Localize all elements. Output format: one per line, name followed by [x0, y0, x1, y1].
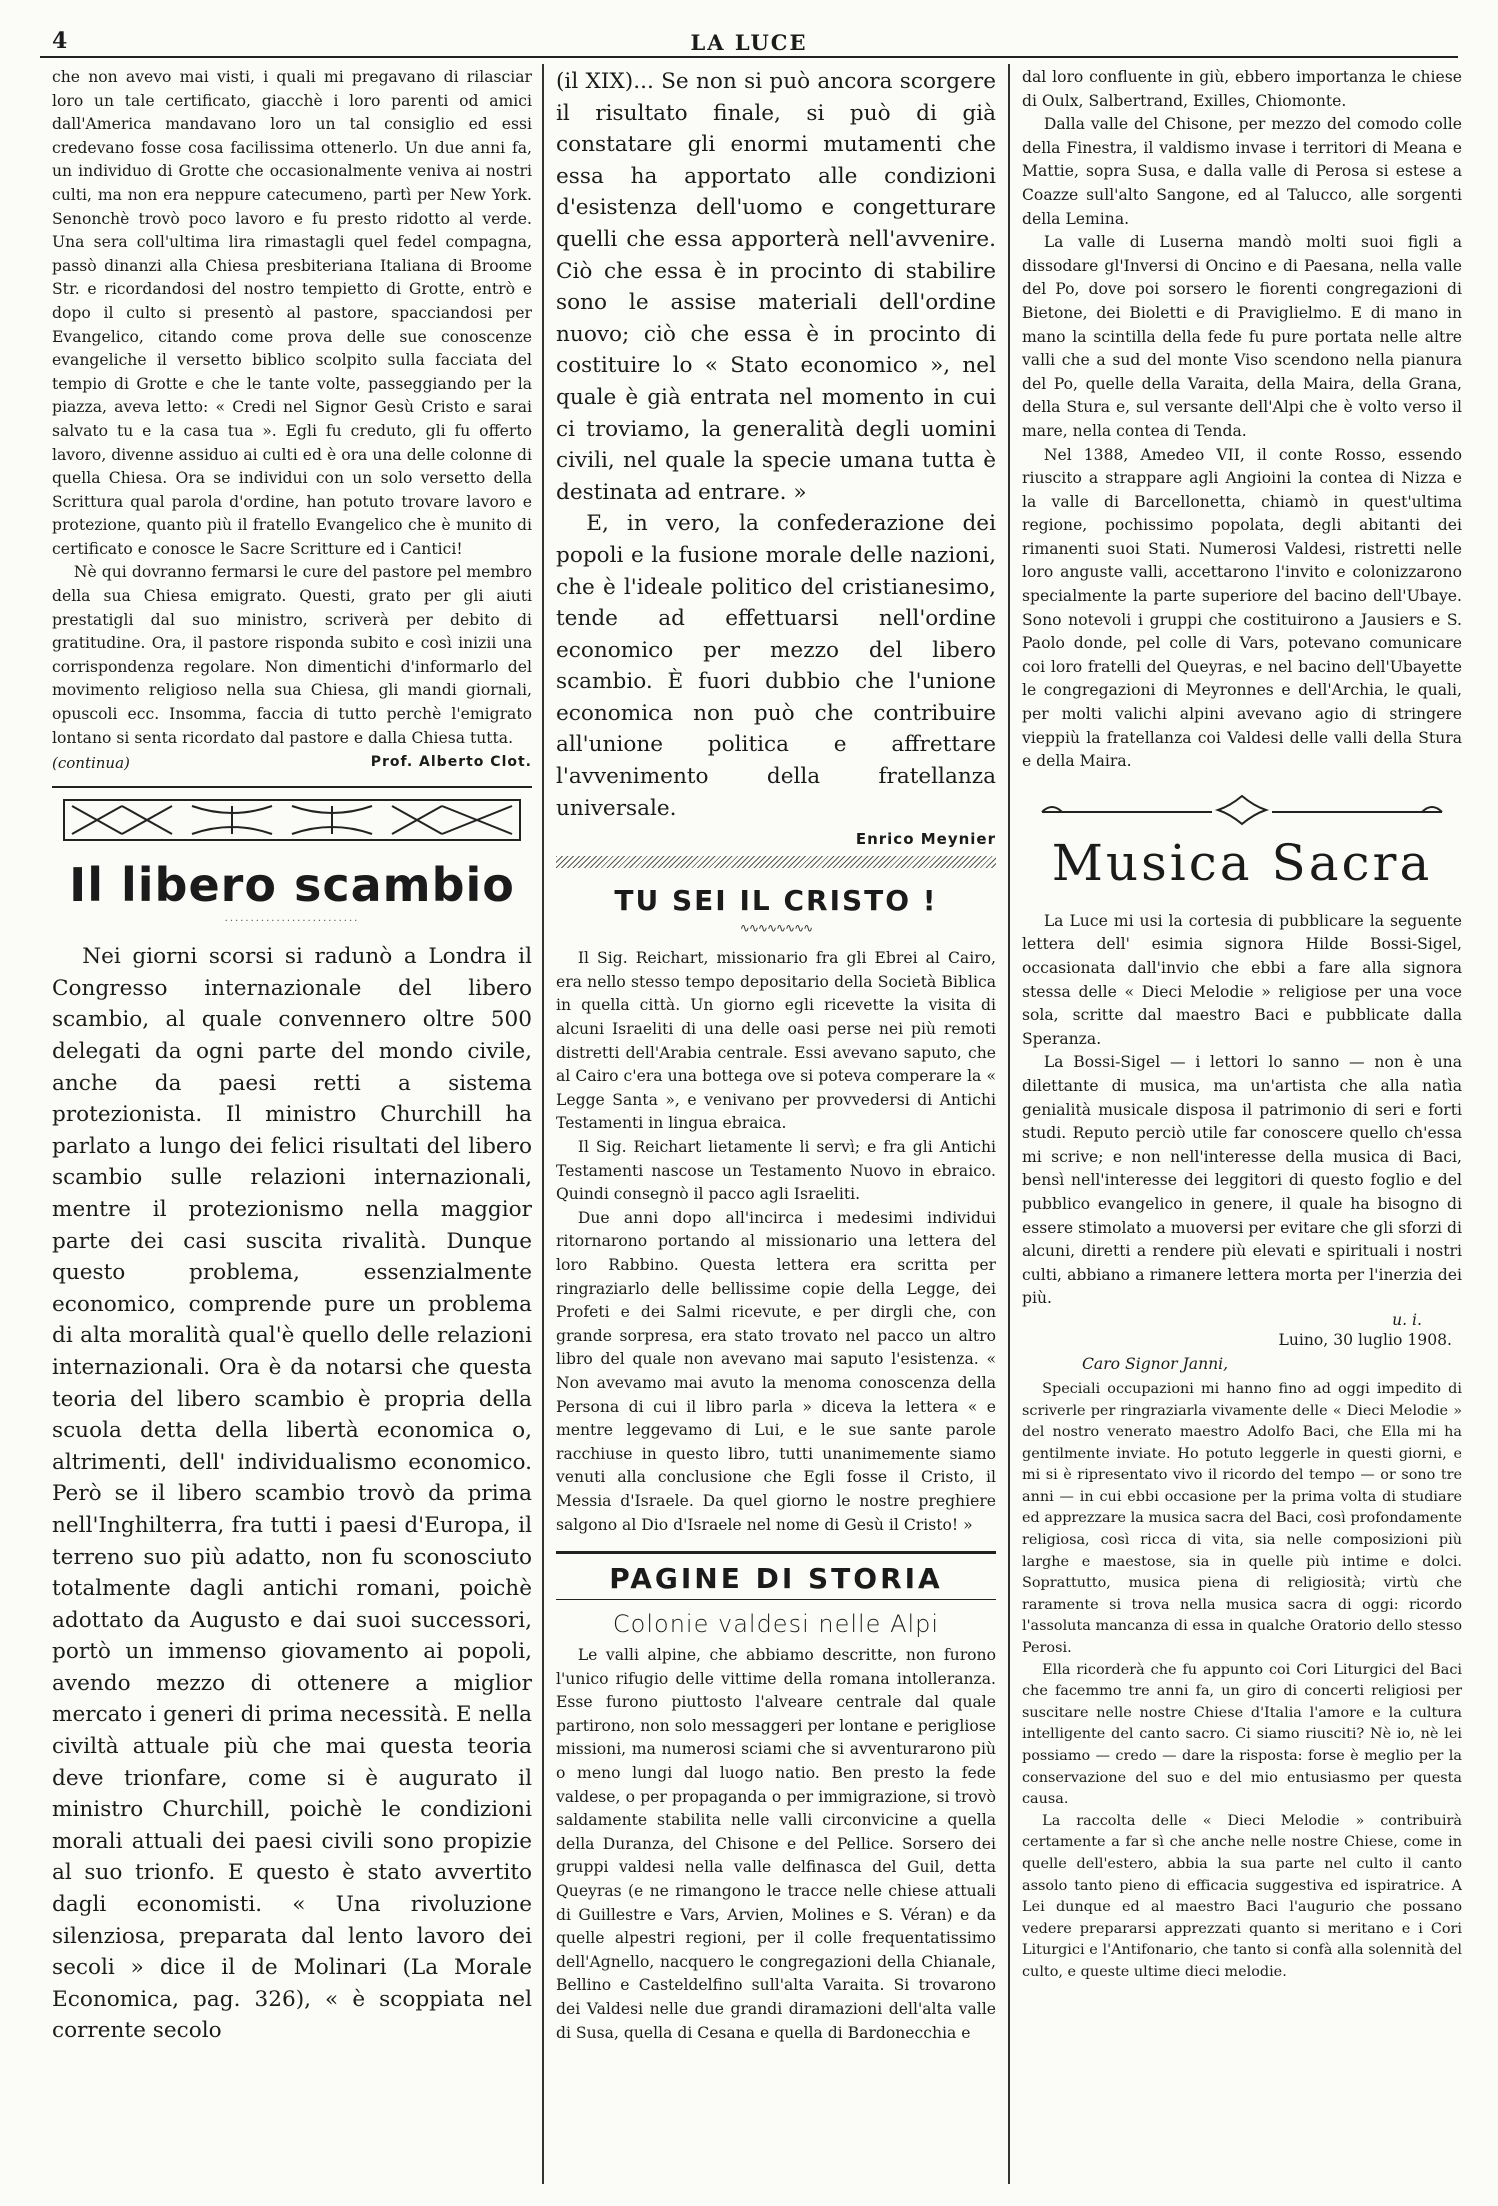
column-1: [52, 66, 532, 2186]
paragraph: La Luce mi usi la cortesia di pubblicare la seguente lettera dell' esimia signora Hilde Bossi-Sigel, occasionata dall'invio che ebbi a fare alla signora stessa delle « Dieci Melodie » religiose per una voce sola, scritte dal maestro Baci e pubblicate dalla Speranza.: [1022, 911, 1462, 1048]
dotted-separator: ··························: [224, 916, 360, 928]
paragraph: Speciali occupazioni mi hanno fino ad oggi impedito di scriverle per ringraziarla vivamente delle « Dieci Melodie » del nostro venerato maestro Adolfo Baci, che Ella mi ha gentilmente inviate. Ho potuto leggerle in questi giorni, e mi si è ripresentato vivo il ricordo del tempo — or sono tre anni — in cui ebbi occasione per la prima volta di studiare ed apprezzare la musica sacra del Baci, così profondamente religiosa, così ricca di vita, sia nelle composizioni più larghe e maestose, sia in quelle più intime e dolci. Soprattutto, musica piena di religiosità; virtù che raramente si trova nella musica sacra di oggi: ricordo l'assoluta mancanza di essa in qualche Oratorio dello stesso Perosi.: [1022, 1380, 1462, 1657]
paragraph: La raccolta delle « Dieci Melodie » contribuirà certamente a far sì che anche nelle nostre Chiese, come in quelle dell'estero, abbia la sua parte nel culto il canto assolo tanto pieno di efficacia suggestiva ed ispiratrice. A Lei dunque ed al maestro Baci l'augurio che possano vedere prepararsi apprezzati quanto si meritano e i Cori Liturgici e l'Antifonario, che tanto si confà alla solennità del culto, e queste ultime dieci melodie.: [1022, 1812, 1462, 1980]
column-rule: [542, 64, 544, 2184]
section-title: Il libero scambio: [69, 858, 515, 913]
column-rule: [1008, 64, 1010, 2184]
column-3: [1022, 66, 1462, 2186]
paragraph: Dalla valle del Chisone, per mezzo del comodo colle della Finestra, il valdismo invase i territori di Meana e Mattie, sopra Susa, e dalla valle di Perosa si estese a Coazze sull'alto Sangone, ed al Talucco, alle sorgenti della Lemina.: [1022, 115, 1462, 228]
paragraph: (il XIX)... Se non si può ancora scorgere il risultato finale, si può di già constatare gli enormi mutamenti che essa ha apportato alle condizioni d'esistenza dell'uomo e congetturare quelli che essa apporterà nell'avvenire. Ciò che essa è in procinto di stabilire sono le assise materiali dell'ordine nuovo; ciò che essa è in procinto di costituire lo « Stato economico », nel quale è già entrata nel momento in cui ci troviamo, la generalità degli uomini civili, nel quale la specie umana tutta è destinata ad entrare. »: [556, 69, 996, 505]
paragraph: Nel 1388, Amedeo VII, il conte Rosso, essendo riuscito a strappare agli Angioini la contea di Nizza e la valle di Barcellonetta, chiamò in quest'ultima regione, pochissimo popolata, degli abitanti dei rimanenti suoi Stati. Numerosi Valdesi, ristretti nelle loro anguste valli, accettarono l'invito e colonizzarono specialmente la parte superiore del bacino dell'Ubaye. Sono notevoli i gruppi che costituirono a Jausiers e S. Paolo donde, pel colle di Vars, potevano comunicare coi loro fratelli del Queyras, e nel bacino dell'Ubayette le congregazioni di Meyronnes e dell'Archia, le quali, per molti valichi alpini avevano agio di stringere vieppiù la fratellanza coi Valdesi delle valli della Stura e della Maira.: [1022, 445, 1462, 771]
paragraph: Le valli alpine, che abbiamo descritte, non furono l'unico rifugio delle vittime della romana intolleranza. Esse furono piuttosto l'alveare centrale dal quale partirono, non solo messaggeri per lontane e perigliose missioni, ma numerosi sciami che si avventurarono più o meno lungi dal luogo natio. Ben presto la fede valdese, o per propaganda o per immigrazione, si trovò saldamente stabilita nelle valli circonvicine a quella della Duranza, del Chisone e del Pellice. Sorsero dei gruppi valdesi nella valle delfinasca del Guil, detta Queyras (e ne rimangono le tracce nelle chiese attuali di Guillestre e Vars, Arvien, Molines e S. Véran) e da quelle alpestri regioni, per il colle frequentatissimo dell'Agnello, nacquero le congregazioni della Chianale, Bellino e Casteldelfino sull'alta Varaita. Si trovarono dei Valdesi nelle due grandi diramazioni dell'alta valle di Susa, quella di Cesana e quella di Bardonecchia e: [556, 1646, 996, 2042]
paragraph: che non avevo mai visti, i quali mi pregavano di rilasciar loro un tale certificato, giacchè i loro parenti od amici dall'America mandavano loro un tal consiglio ed essi credevano fosse cosa facilissima ottenerlo. Un due anni fa, un individuo di Grotte che occasionalmente veniva ai nostri culti, ma non era neppure catecumeno, partì per New York. Senonchè trovò poco lavoro e fu presto ridotto al verde. Una sera coll'ultima lira rimastagli quel fedel compagna, passò dinanzi alla Chiesa presbiteriana Italiana di Broome Str. e ricordandosi del nostro tempietto di Grotte, entrò e dopo il culto si presentò al pastore, spacciandosi per Evangelico, citando come prova delle sue conoscenze evangeliche il versetto biblico scolpito sulla facciata del tempio di Grotte e che le tante volte, passeggiando per la piazza, aveva letto: « Credi nel Signor Gesù Cristo e sarai salvato tu e la casa tua ». Egli fu creduto, gli fu offerto lavoro, divenne assiduo ai culti ed è ora una delle colonne di quella Chiesa. Ora se individui con un solo versetto della Scrittura qual parola d'ordine, han potuto trovare lavoro e protezione, quanto più il fratello Evangelico che è munito di certificato e conosce le Sacre Scritture ed i Cantici!: [52, 68, 532, 558]
paragraph: Il Sig. Reichart, missionario fra gli Ebrei al Cairo, era nello stesso tempo depositario della Società Biblica in quella città. Un giorno egli ricevette la visita di alcuni Israeliti di una delle oasi perse nei più remoti distretti dell'Arabia centrale. Essi avevano saputo, che al Cairo c'era una bottega ove si poteva comperare la « Legge Santa », e venivano per provvedersi di Antichi Testamenti in lingua ebraica.: [556, 949, 996, 1133]
paragraph: Nei giorni scorsi si radunò a Londra il Congresso internazionale del libero scambio, al quale convennero oltre 500 delegati da ogni parte del mondo civile, anche da paesi retti a sistema protezionista. Il ministro Churchill ha parlato a lungo dei felici risultati del libero scambio sulle relazioni internazionali, mentre il protezionismo nella maggior parte dei casi suscita rivalità. Dunque questo problema, essenzialmente economico, comprende pure un problema di alta moralità qual'è quello delle relazioni internazionali. Ora è da notarsi che questa teoria del libero scambio è propria della scuola detta della libertà economica o, altrimenti, dell' individualismo economico. Però se il libero scambio trovò da prima nell'Inghilterra, fra tutti i paesi d'Europa, il terreno suo più adatto, non fu sconosciuto totalmente dagli antichi romani, poichè adottato da Augusto e dai suoi successori, portò un immenso giovamento ai popoli, avendo mezzo di ottenere a miglior mercato i generi di prima necessità. E nella civiltà attuale più che mai questa teoria deve trionfare, come si è augurato il ministro Churchill, poichè le condizioni morali attuali dei paesi civili sono propizie al suo trionfo. E questo è stato avvertito dagli economisti. « Una rivoluzione silenziosa, preparata dal lento lavoro dei secoli » dice il de Molinari (La Morale Economica, pag. 326), « è scoppiata nel corrente secolo: [52, 944, 532, 2044]
author: Prof. Alberto Clot.: [370, 754, 532, 771]
storia-header-box: [556, 1551, 996, 1600]
wavy-separator: ∿∿∿∿∿∿∿∿: [739, 921, 813, 936]
page-header: [40, 26, 1458, 58]
section-title: PAGINE DI STORIA: [609, 1562, 943, 1596]
page-number: 4: [52, 28, 68, 54]
hatched-divider: [556, 856, 996, 868]
paragraph: Nè qui dovranno fermarsi le cure del pastore pel membro della sua Chiesa emigrato. Questi, grato per gli aiuti prestatigli dal suo ministro, scriverà per debito di gratitudine. Ora, il pastore risponda subito e così inizii una corrispondenza regolare. Non dimentichi d'informarlo del movimento religioso nella sua Chiesa, gli mandi giornali, opuscoli ecc. Insomma, faccia di tutto perchè l'emigrato lontano si senta ricordato dal pastore e dalla Chiesa tutta.: [52, 563, 532, 747]
fleuron-divider: [1022, 788, 1462, 828]
paragraph: dal loro confluente in giù, ebbero importanza le chiese di Oulx, Salbertrand, Exilles, Chiomonte.: [1022, 68, 1462, 110]
paragraph: La Bossi-Sigel — i lettori lo sanno — non è una dilettante di musica, ma un'artista che alla natìa genialità musicale disposa il patrimonio di seri e forti studi. Reputo perciò utile far conoscere quello ch'essa mi scrive; e non nell'interesse della musica di Baci, bensì nell'interesse dei leggitori di questo foglio e del pubblico evangelico in genere, il quale ha bisogno di essere stimolato a muoversi per evitare che gli sforzi di alcuni, diretti a rendere più elevati e spirituali i nostri culti, abbiano a rimanere lettera morta per l'inerzia dei più.: [1022, 1053, 1462, 1308]
signature-line: [52, 754, 532, 772]
paragraph: La valle di Luserna mandò molti suoi figli a dissodare gl'Inversi di Oncino e di Paesana, nella valle del Po, dove poi sorsero le fiorenti congregazioni di Bietone, dei Bioletti e di Praviglielmo. E di mano in mano la scintilla della fede fu pure portata nelle altre valli che a sud del monte Viso scendono nella pianura del Po, quelle della Varaita, della Maira, della Grana, della Stura e, sul versante dell'Alpi che è volto verso il mare, nella contea di Tenda.: [1022, 233, 1462, 440]
paragraph: Ella ricorderà che fu appunto coi Cori Liturgici del Baci che facemmo tre anni fa, un giro di concerti religiosi per suscitare nelle nostre Chiese d'Italia l'amore e la cultura intelligente del canto sacro. Ci siamo riusciti? Nè io, nè lei possiamo — credo — dare la risposta: forse è meglio per la conservazione del suo e del mio entusiasmo per questa causa.: [1022, 1661, 1462, 1808]
paragraph: Due anni dopo all'incirca i medesimi individui ritornarono portando al missionario una lettera del loro Rabbino. Questa lettera era scritta per ringraziarlo delle bellissime copie della Legge, dei Profeti e dei Salmi ricevute, e per dirgli che, con grande sorpresa, era stato trovato nel pacco un altro libro del quale non avevano mai saputo l'esistenza. « Non avevamo mai avuto la menoma conoscenza della Persona di cui il libro parla » diceva la lettera « e mentre leggevamo di Lui, e le sue sante parole racchiuse in questo libro, tutti unanimemente siamo venuti alla conclusione che Egli fosse il Cristo, il Messia d'Israele. Da quel giorno le nostre preghiere salgono al Dio d'Israele nel nome di Gesù il Cristo! »: [556, 1208, 996, 1534]
continua-note: (continua): [52, 754, 130, 773]
author: Enrico Meynier: [855, 830, 996, 849]
paragraph: Il Sig. Reichart lietamente li servì; e fra gli Antichi Testamenti nascose un Testamento Nuovo in ebraico. Quindi consegnò il pacco agli Israeliti.: [556, 1138, 996, 1204]
section-subtitle: Colonie valdesi nelle Alpi: [612, 1610, 940, 1639]
initials: u. i.: [1392, 1310, 1422, 1329]
section-title: TU SEI IL CRISTO !: [614, 884, 938, 918]
divider: [52, 786, 532, 788]
running-title: LA LUCE: [690, 30, 808, 55]
ornament-band: [52, 796, 532, 844]
column-2: [556, 66, 996, 2186]
dateline: Luino, 30 luglio 1908.: [1278, 1330, 1452, 1349]
section-title: Musica Sacra: [1051, 833, 1433, 892]
paragraph: E, in vero, la confederazione dei popoli e la fusione morale delle nazioni, che è l'ideale politico del cristianesimo, tende ad effettuarsi nell'ordine economico per mezzo del libero scambio. È fuori dubbio che l'unione economica non può che contribuire all'unione politica e affrettare l'avvenimento della fratellanza universale.: [556, 511, 996, 821]
salutation: Caro Signor Janni,: [1082, 1354, 1229, 1373]
